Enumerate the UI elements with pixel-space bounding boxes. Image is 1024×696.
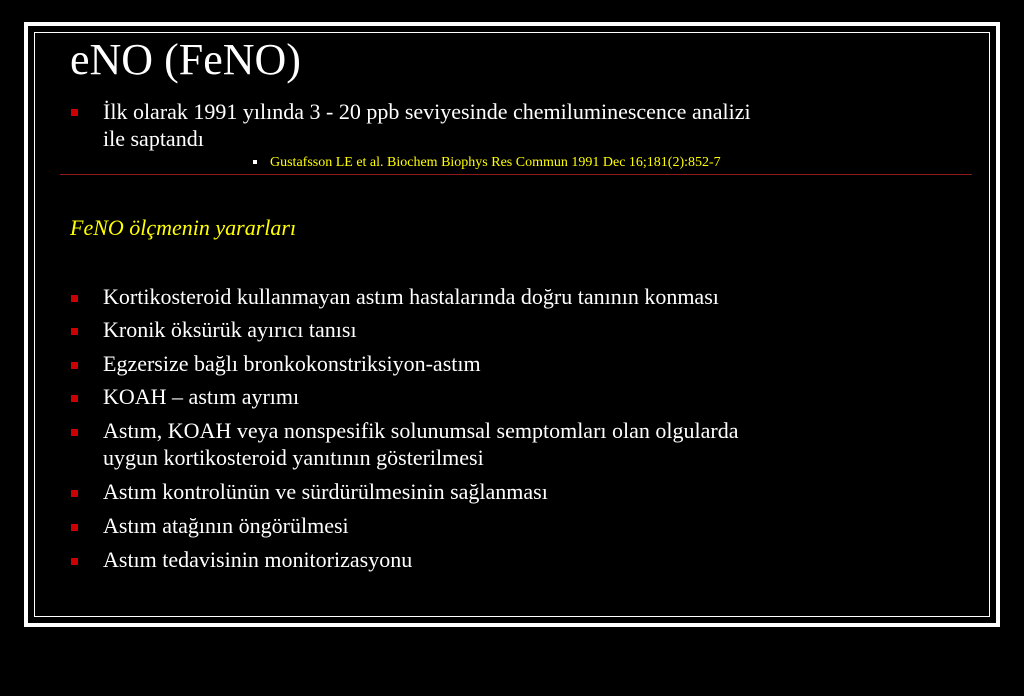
list-item-continuation: uygun kortikosteroid yanıtının gösterilmesi bbox=[103, 445, 484, 470]
bullet-square-icon bbox=[71, 490, 78, 497]
list-item: Kronik öksürük ayırıcı tanısı bbox=[103, 317, 357, 342]
intro-text-line-2: ile saptandı bbox=[103, 126, 204, 151]
list-item: Egzersize bağlı bronkokonstriksiyon-astım bbox=[103, 351, 481, 376]
bullet-square-icon bbox=[71, 524, 78, 531]
bullet-square-icon bbox=[71, 328, 78, 335]
list-item: Astım, KOAH veya nonspesifik solunumsal semptomları olan olgularda bbox=[103, 418, 739, 443]
list-item: Astım tedavisinin monitorizasyonu bbox=[103, 547, 413, 572]
bullet-square-icon bbox=[71, 109, 78, 116]
divider-line bbox=[60, 174, 972, 175]
list-item: Astım kontrolünün ve sürdürülmesinin sağlanması bbox=[103, 479, 548, 504]
list-item: KOAH – astım ayrımı bbox=[103, 384, 300, 409]
bullet-square-icon bbox=[71, 558, 78, 565]
section-heading: FeNO ölçmenin yararları bbox=[70, 215, 297, 240]
bullet-square-icon bbox=[71, 429, 78, 436]
slide-title: eNO (FeNO) bbox=[70, 35, 301, 84]
bullet-square-icon bbox=[71, 295, 78, 302]
intro-text-line-1: İlk olarak 1991 yılında 3 - 20 ppb seviyesinde chemiluminescence analizi bbox=[103, 99, 751, 124]
bullet-square-icon bbox=[71, 362, 78, 369]
list-item: Astım atağının öngörülmesi bbox=[103, 513, 349, 538]
list-item: Kortikosteroid kullanmayan astım hastalarında doğru tanının konması bbox=[103, 284, 719, 309]
reference-bullet-icon bbox=[253, 160, 257, 164]
bullet-square-icon bbox=[71, 395, 78, 402]
reference-citation: Gustafsson LE et al. Biochem Biophys Res Commun 1991 Dec 16;181(2):852-7 bbox=[270, 155, 721, 170]
